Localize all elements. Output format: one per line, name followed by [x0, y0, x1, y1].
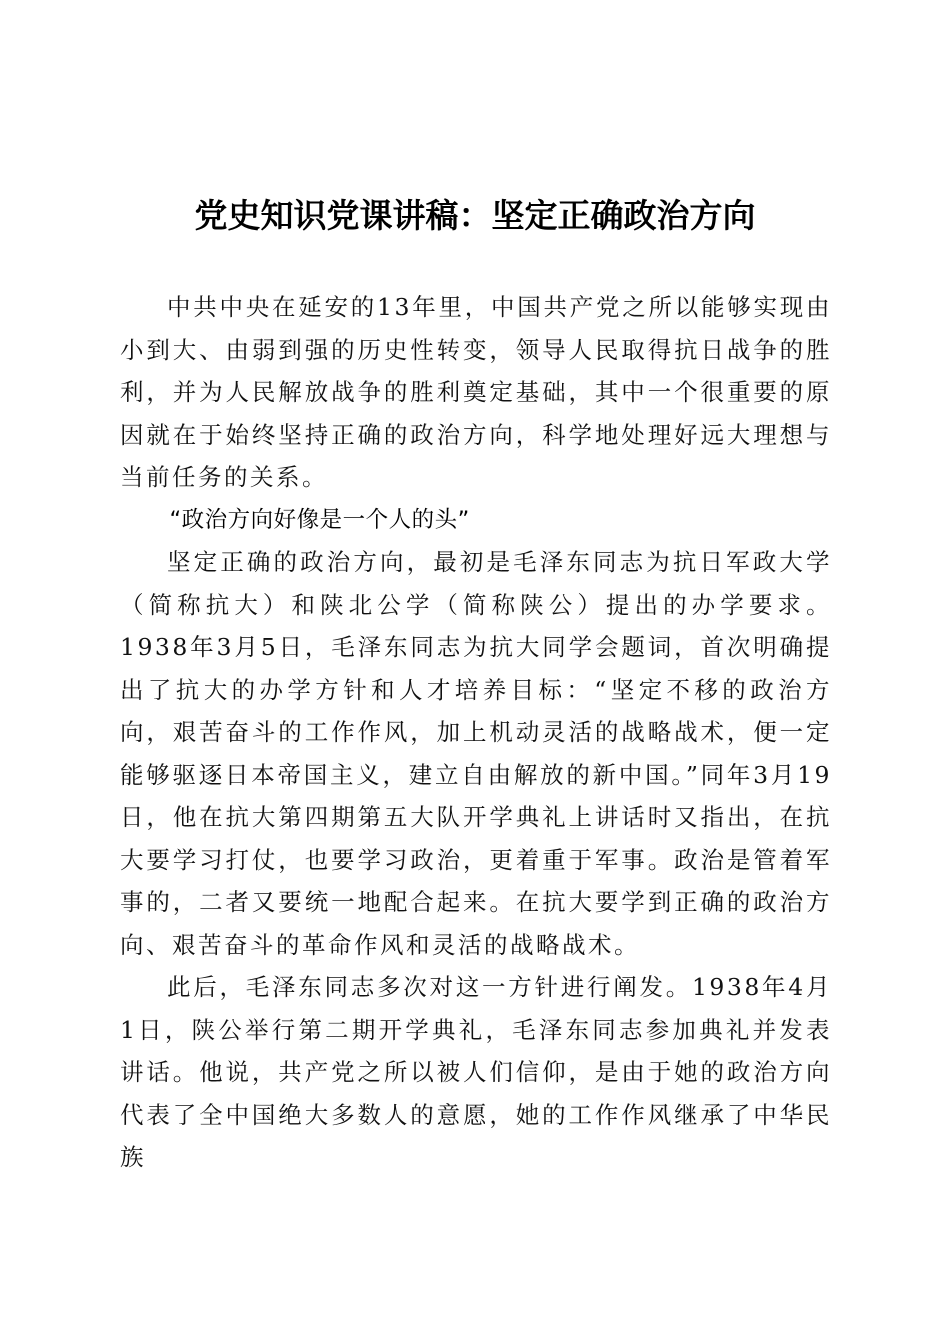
- paragraph-intro: 中共中央在延安的13年里，中国共产党之所以能够实现由小到大、由弱到强的历史性转变，领导人民取得抗日战争的胜利，并为人民解放战争的胜利奠定基础，其中一个很重要的原因就在于始终坚持正确的政治方向，科学地处理好远大理想与当前任务的关系。: [120, 293, 832, 491]
- document-body: [120, 286, 832, 1179]
- document-title: 党史知识党课讲稿：坚定正确政治方向: [194, 196, 756, 235]
- section-subheading: “政治方向好像是一个人的头”: [169, 506, 470, 533]
- paragraph-origin: 坚定正确的政治方向，最初是毛泽东同志为抗日军政大学（简称抗大）和陕北公学（简称陕公）提出的办学要求。1938年3月5日，毛泽东同志为抗大同学会题词，首次明确提出了抗大的办学方针和人才培养目标：“坚定不移的政治方向，艰苦奋斗的工作作风，加上机动灵活的战略战术，便一定能够驱逐日本帝国主义，建立自由解放的新中国。”同年3月19日，他在抗大第四期第五大队开学典礼上讲话时又指出，在抗大要学习打仗，也要学习政治，更着重于军事。政治是管着军事的，二者又要统一地配合起来。在抗大要学到正确的政治方向、艰苦奋斗的革命作风和灵活的战略战术。: [120, 548, 832, 959]
- paragraph-elaboration: 此后，毛泽东同志多次对这一方针进行阐发。1938年4月1日，陕公举行第二期开学典礼，毛泽东同志参加典礼并发表讲话。他说，共产党之所以被人们信仰，是由于她的政治方向代表了全中国绝大多数人的意愿，她的工作作风继承了中华民族: [120, 973, 832, 1171]
